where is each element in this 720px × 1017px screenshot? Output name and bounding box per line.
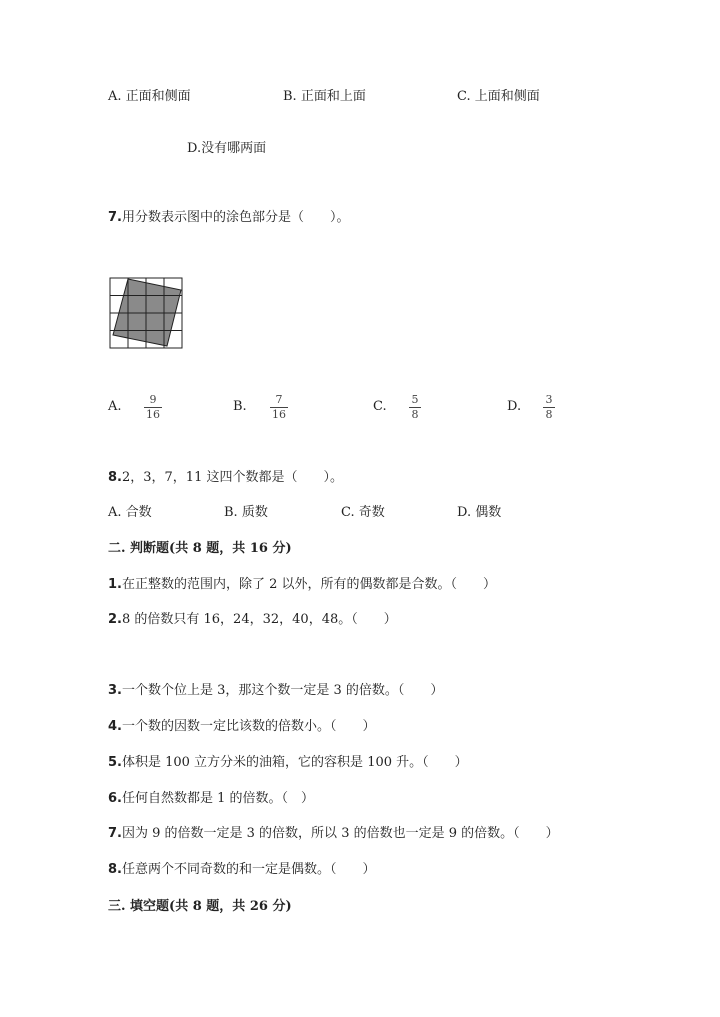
q7-option-d-fraction: 3 8	[543, 394, 555, 421]
section2-title: 二. 判断题(共 8 题，共 16 分)	[108, 541, 292, 556]
q8-text: 2，3，7，11 这四个数都是（ ）。	[121, 470, 343, 485]
q7-option-d-label: D.	[507, 399, 522, 414]
judge-item-8: 8.任意两个不同奇数的和一定是偶数。（ ）	[108, 862, 376, 877]
q8-number: 8.	[108, 470, 122, 485]
q6-option-a: A. 正面和侧面	[108, 89, 191, 104]
q6-option-b: B. 正面和上面	[283, 89, 366, 104]
q7-option-a-fraction: 9 16	[146, 393, 160, 421]
q8-option-d: D. 偶数	[457, 505, 502, 520]
q7-option-b-label: B.	[233, 399, 247, 414]
q7-question	[108, 210, 350, 226]
q7-option-c-fraction: 5 8	[409, 394, 421, 421]
q7-text: 用分数表示图中的涂色部分是（ ）。	[121, 210, 350, 225]
q7-option-a-label: A.	[108, 399, 122, 414]
q8-option-c: C. 奇数	[341, 505, 385, 520]
q7-number: 7.	[108, 210, 122, 225]
q8-question	[108, 470, 343, 486]
q7-grid-figure	[108, 276, 184, 350]
q8-option-b: B. 质数	[224, 505, 268, 520]
q6-option-c: C. 上面和侧面	[457, 89, 540, 104]
section3-title: 三. 填空题(共 8 题，共 26 分)	[108, 899, 292, 914]
judge-item-7: 7.因为 9 的倍数一定是 3 的倍数，所以 3 的倍数也一定是 9 的倍数。（ ）	[108, 826, 559, 841]
q7-option-b-fraction: 7 16	[272, 393, 286, 421]
judge-item-3: 3.一个数个位上是 3，那这个数一定是 3 的倍数。（ ）	[108, 683, 444, 698]
judge-item-1: 1.在正整数的范围内，除了 2 以外，所有的偶数都是合数。（ ）	[108, 577, 497, 592]
q7-option-c-label: C.	[373, 399, 387, 414]
q6-option-d: D.没有哪两面	[187, 141, 267, 156]
judge-item-2: 2.8 的倍数只有 16，24，32，40，48。（ ）	[108, 612, 397, 627]
q8-option-a: A. 合数	[108, 505, 152, 520]
judge-item-6: 6.任何自然数都是 1 的倍数。（ ）	[108, 791, 315, 806]
judge-item-5: 5.体积是 100 立方分米的油箱，它的容积是 100 升。（ ）	[108, 755, 468, 770]
judge-item-4: 4.一个数的因数一定比该数的倍数小。（ ）	[108, 719, 376, 734]
